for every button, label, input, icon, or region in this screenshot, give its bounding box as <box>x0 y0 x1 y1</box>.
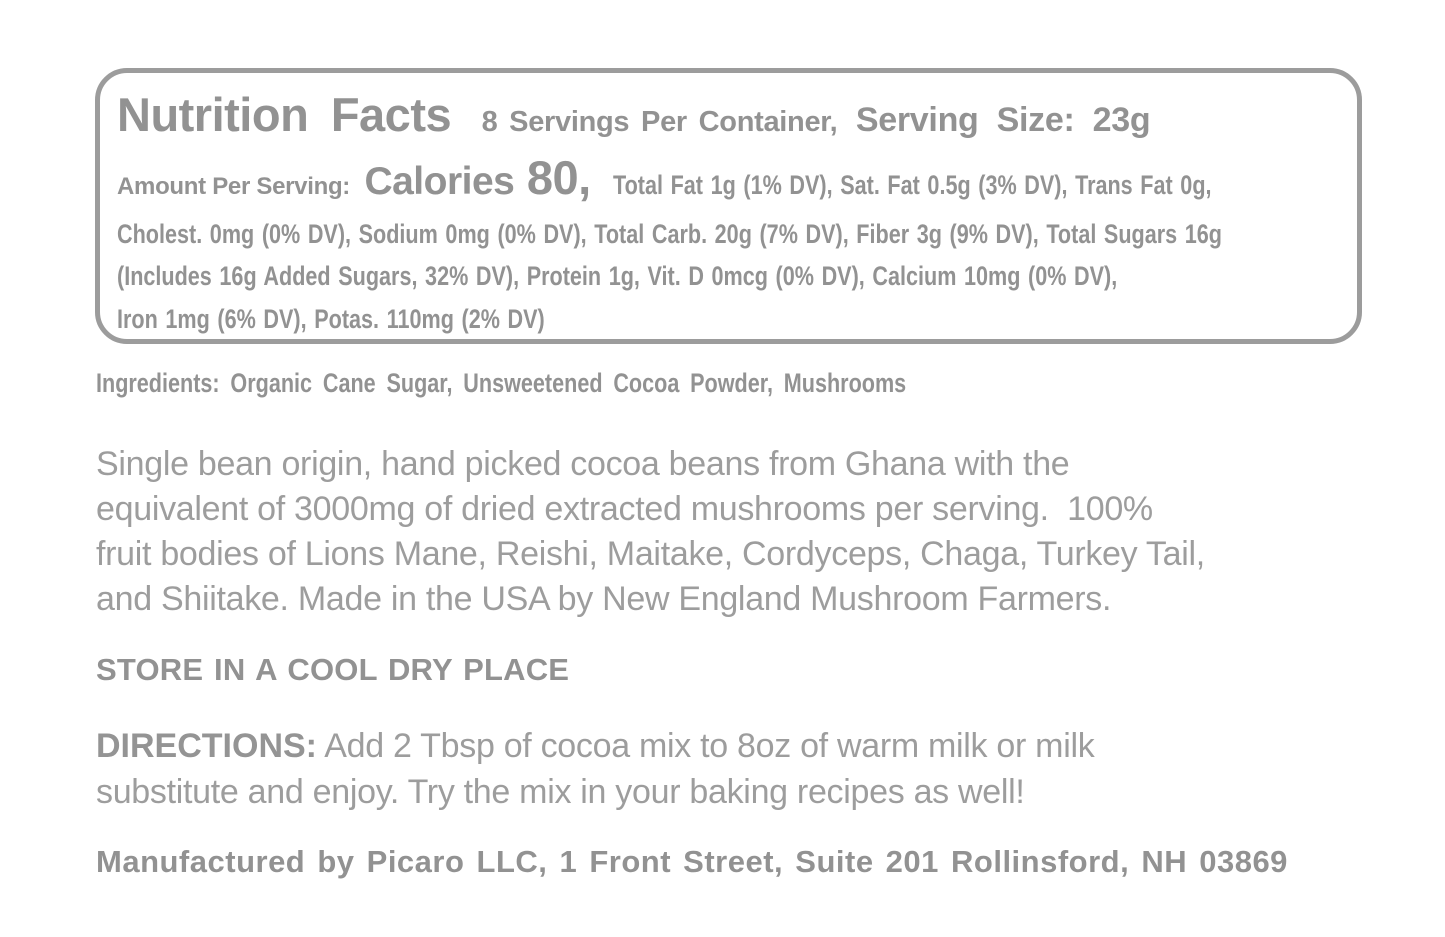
description-line: Single bean origin, hand picked cocoa beans from Ghana with the <box>96 445 1070 483</box>
nutrition-facts-panel <box>95 68 1362 344</box>
directions <box>96 723 1094 815</box>
amount-per-serving-label: Amount Per Serving: <box>117 173 350 200</box>
ingredients-text: Organic Cane Sugar, Unsweetened Cocoa Powder, Mushrooms <box>230 368 907 398</box>
nutrients-line-1: Total Fat 1g (1% DV), Sat. Fat 0.5g (3% DV), Trans Fat 0g, <box>613 170 1212 200</box>
panel-title: Nutrition Facts <box>117 88 452 141</box>
servings-per-container: 8 Servings Per Container, <box>481 106 838 138</box>
ingredients-label: Ingredients: <box>96 368 220 398</box>
calories-value: 80, <box>526 151 591 204</box>
ingredients-line <box>96 366 1109 400</box>
amount-per-serving-row <box>117 151 1361 205</box>
calories-label: Calories <box>364 160 515 203</box>
nutrition-facts-header <box>117 89 1150 141</box>
serving-size: Serving Size: 23g <box>855 101 1151 139</box>
nutrients-line-4: Iron 1mg (6% DV), Potas. 110mg (2% DV) <box>117 304 545 334</box>
directions-label: DIRECTIONS: <box>96 727 317 765</box>
manufacturer-line: Manufactured by Picaro LLC, 1 Front Street, Suite 201 Rollinsford, NH 03869 <box>96 844 1288 879</box>
directions-line: substitute and enjoy. Try the mix in your baking recipes as well! <box>96 773 1025 811</box>
product-description <box>96 442 1205 622</box>
description-line: equivalent of 3000mg of dried extracted mushrooms per serving. 100% <box>96 490 1153 528</box>
description-line: fruit bodies of Lions Mane, Reishi, Maitake, Cordyceps, Chaga, Turkey Tail, <box>96 535 1205 573</box>
directions-line: Add 2 Tbsp of cocoa mix to 8oz of warm milk or milk <box>324 727 1095 765</box>
storage-notice: STORE IN A COOL DRY PLACE <box>96 652 570 687</box>
nutrients-line-3: (Includes 16g Added Sugars, 32% DV), Protein 1g, Vit. D 0mcg (0% DV), Calcium 10mg (0% DV), <box>117 261 1118 291</box>
description-line: and Shiitake. Made in the USA by New England Mushroom Farmers. <box>96 580 1112 618</box>
nutrients-line-2: Cholest. 0mg (0% DV), Sodium 0mg (0% DV), Total Carb. 20g (7% DV), Fiber 3g (9% DV), Total Sugars 16g <box>117 219 1222 249</box>
